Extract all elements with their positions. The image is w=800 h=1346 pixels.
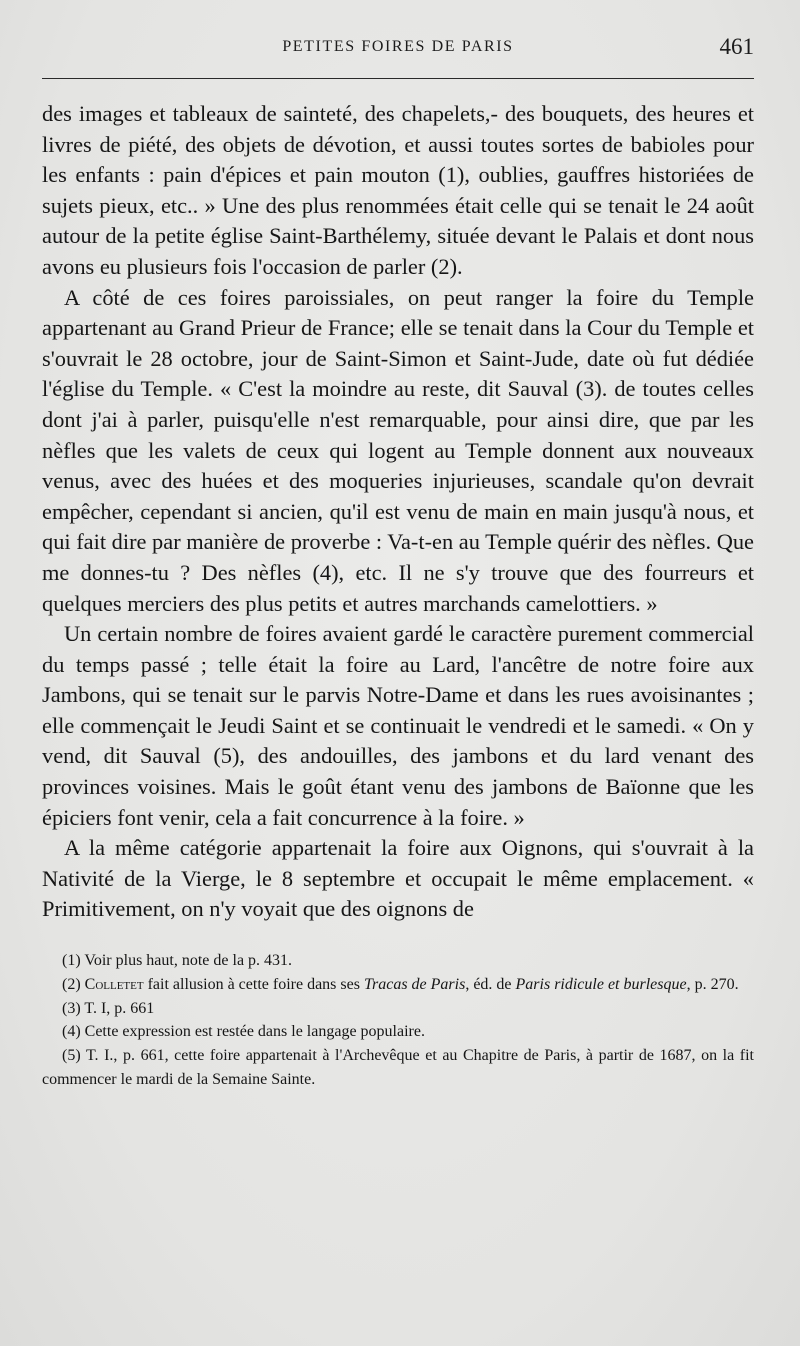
paragraph-3: Un certain nombre de foires avaient gardé le caractère purement commercial du temps passé ; telle était la foire au Lard, l'ancêtre de notre foire aux Jambons, qui se tenait sur le parvis Notre-Dame et dans les rues avoisinantes ; elle commençait le Jeudi Saint et se continuait le vendredi et le samedi. « On y vend, dit Sauval (5), des andouilles, des jambons et du lard venant des provinces voisines. Mais le goût étant venu des jambons de Baïonne que les épiciers font venir, cela a fait concurrence à la foire. » [42,621,754,830]
paragraph-4: A la même catégorie appartenait la foire aux Oignons, qui s'ouvrait à la Nativité de la Vierge, le 8 septembre et occupait le même emplacement. « Primitivement, on n'y voyait que des oignons de [42,835,754,922]
footnote-1: (1) Voir plus haut, note de la p. 431. [62,952,293,970]
footnote-2 [42,973,754,997]
paragraph-2: A côté de ces foires paroissiales, on peut ranger la foire du Temple appartenant au Grand Prieur de France; elle se tenait dans la Cour du Temple et s'ouvrait le 28 octobre, jour de Saint-Simon et Saint-Jude, date où fut dédiée l'église du Temple. « C'est la moindre au reste, dit Sauval (3). de toutes celles dont j'ai à parler, puisqu'elle n'est remarquable, pour ainsi dire, que par les nèfles que les valets de ceux qui logent au Temple donnent aux nouveaux venus, avec des huées et des moqueries injurieuses, scandale qu'on devrait empêcher, cependant si ancien, qu'il est venu de main en main jusqu'à nous, et qui fait dire par manière de proverbe : Va-t-en au Temple quérir des nèfles. Que me donnes-tu ? Des nèfles (4), etc. Il ne s'y trouve que des fourreurs et quelques merciers des plus petits et autres marchands camelottiers. » [42,284,754,616]
page-number: 461 [719,34,754,59]
footnotes [42,949,754,1092]
footnote-2-number: (2) [62,975,81,993]
header-rule [42,78,754,79]
footnote-2-text-a: fait allusion à cette foire dans ses [143,975,364,993]
footnote-4: (4) Cette expression est restée dans le langage populaire. [62,1023,425,1041]
footnote-2-title-b: Paris ridicule et burlesque [515,975,687,993]
body-text [42,99,754,925]
footnote-2-text-b: , éd. de [465,975,516,993]
footnote-2-title-a: Tracas de Paris [363,975,466,993]
footnote-3: (3) T. I, p. 661 [62,999,155,1017]
footnote-5: (5) T. I., p. 661, cette foire appartenait à l'Archevêque et au Chapitre de Paris, à partir de 1687, on la fit commencer le mardi de la Semaine Sainte. [42,1047,754,1089]
running-title: PETITES FOIRES DE PARIS [282,38,514,55]
page-header [42,30,754,76]
paragraph-1: des images et tableaux de sainteté, des chapelets,- des bouquets, des heures et livres de piété, des objets de dévotion, et aussi toutes sortes de babioles pour les enfants : pain d'épices et pain mouton (1), oublies, gauffres historiées de sujets pieux, etc.. » Une des plus renommées était celle qui se tenait le 24 août autour de la petite église Saint-Barthélemy, située devant le Palais et dont nous avons eu plusieurs fois l'occasion de parler (2). [42,101,754,279]
footnote-2-author: Colletet [84,975,144,993]
footnote-2-text-c: , p. 270. [686,975,739,993]
